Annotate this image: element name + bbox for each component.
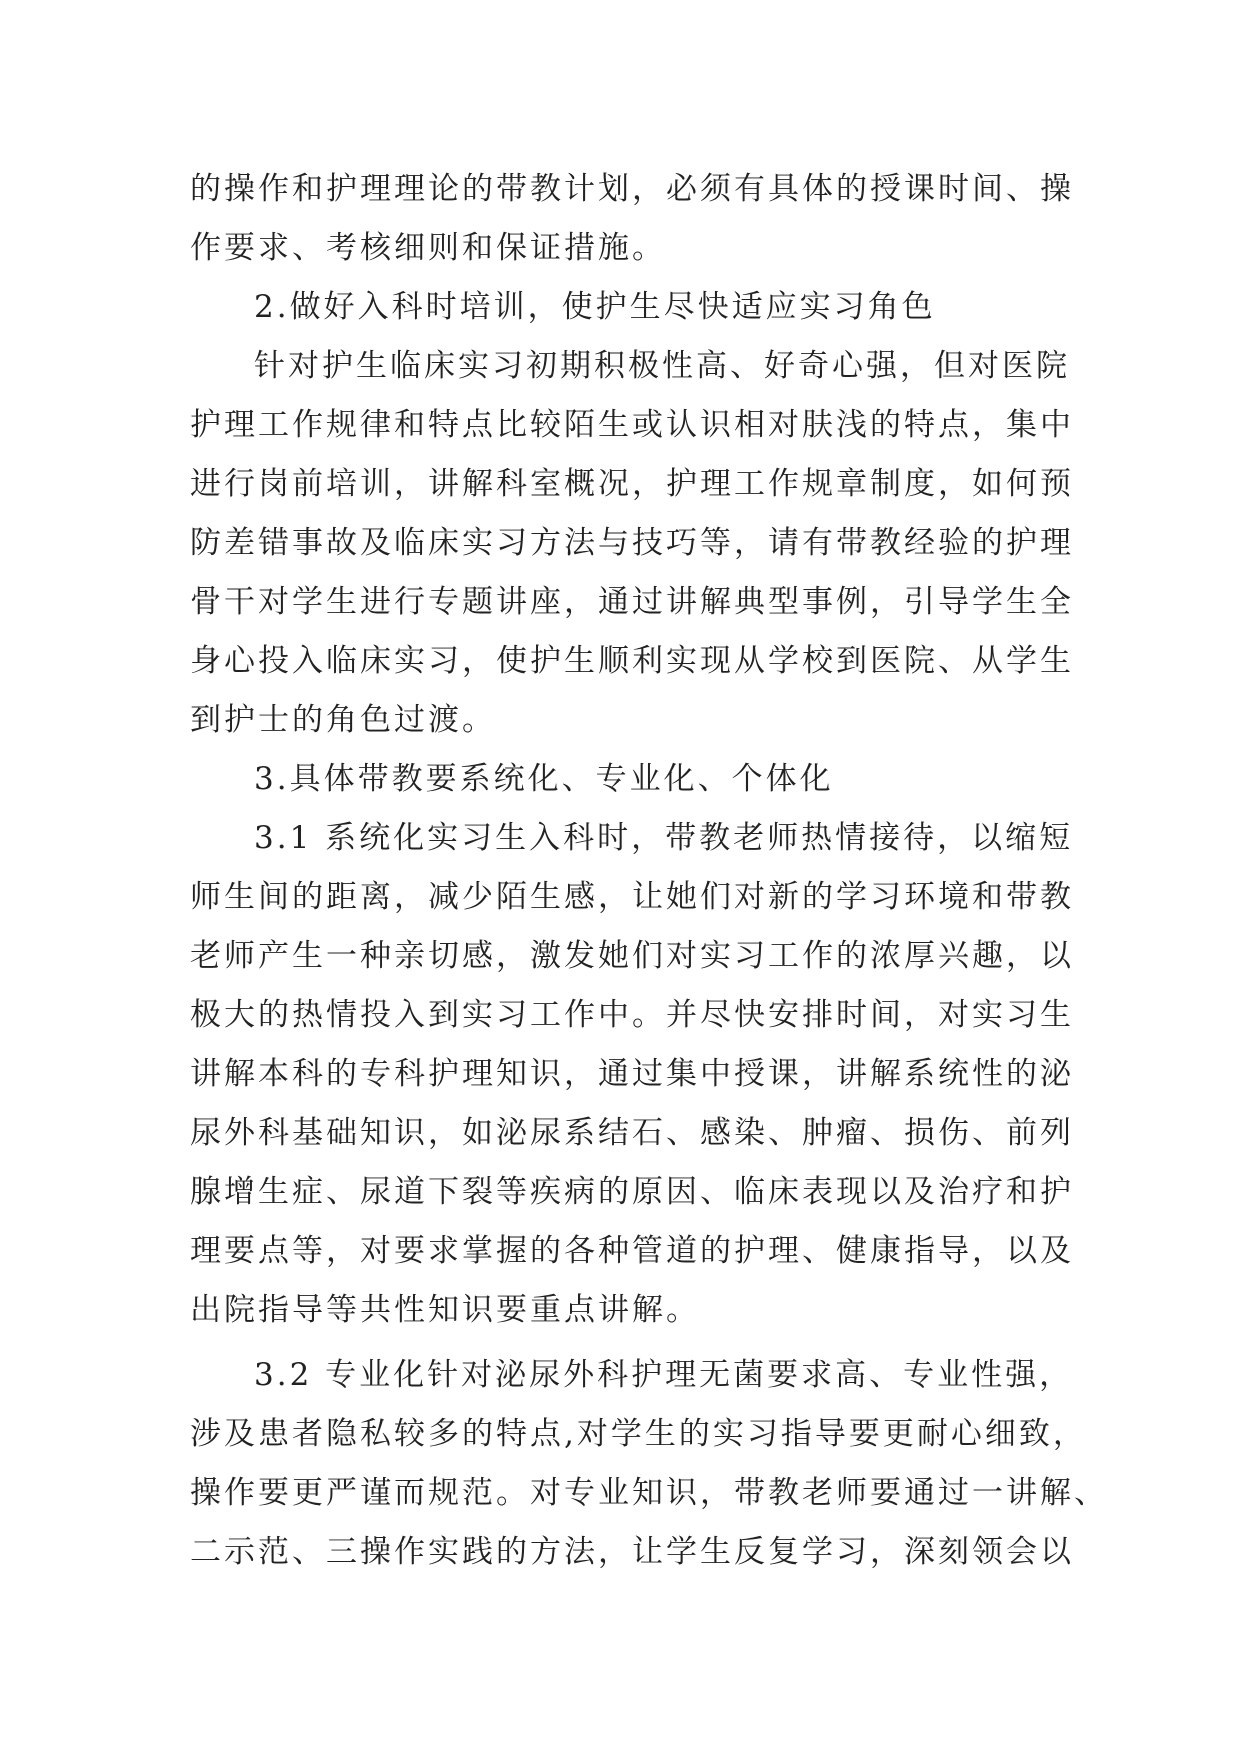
document-page	[190, 160, 1108, 1582]
text-line-5: 护理工作规律和特点比较陌生或认识相对肤浅的特点，集中	[190, 407, 1074, 443]
text-line-19: 理要点等，对要求掌握的各种管道的护理、健康指导，以及	[190, 1233, 1074, 1269]
text-line-9: 身心投入临床实习，使护生顺利实现从学校到医院、从学生	[190, 643, 1074, 679]
text-line-16: 讲解本科的专科护理知识，通过集中授课，讲解系统性的泌	[190, 1056, 1074, 1092]
text-line-22: 涉及患者隐私较多的特点,对学生的实习指导要更耐心细致，	[190, 1416, 1087, 1452]
text-line-1: 的操作和护理理论的带教计划，必须有具体的授课时间、操	[190, 171, 1074, 207]
text-line-13: 师生间的距离，减少陌生感，让她们对新的学习环境和带教	[190, 879, 1074, 915]
text-line-15: 极大的热情投入到实习工作中。并尽快安排时间，对实习生	[190, 997, 1074, 1033]
text-line-18: 腺增生症、尿道下裂等疾病的原因、临床表现以及治疗和护	[190, 1174, 1074, 1210]
text-line-6: 进行岗前培训，讲解科室概况，护理工作规章制度，如何预	[190, 466, 1074, 502]
text-line-14: 老师产生一种亲切感，激发她们对实习工作的浓厚兴趣，以	[190, 938, 1074, 974]
text-line-4: 针对护生临床实习初期积极性高、好奇心强，但对医院	[254, 348, 1070, 384]
section-heading-3: 3.具体带教要系统化、专业化、个体化	[254, 761, 834, 797]
text-line-23: 操作要更严谨而规范。对专业知识，带教老师要通过一讲解、	[190, 1475, 1108, 1511]
text-line-21: 3.2 专业化针对泌尿外科护理无菌要求高、专业性强，	[254, 1357, 1074, 1393]
text-line-20: 出院指导等共性知识要重点讲解。	[190, 1292, 700, 1328]
text-line-8: 骨干对学生进行专题讲座，通过讲解典型事例，引导学生全	[190, 584, 1074, 620]
text-line-2: 作要求、考核细则和保证措施。	[190, 230, 666, 266]
text-line-12: 3.1 系统化实习生入科时，带教老师热情接待，以缩短	[254, 820, 1074, 856]
text-line-10: 到护士的角色过渡。	[190, 702, 496, 738]
section-heading-2: 2.做好入科时培训，使护生尽快适应实习角色	[254, 289, 936, 325]
text-line-17: 尿外科基础知识，如泌尿系结石、感染、肿瘤、损伤、前列	[190, 1115, 1074, 1151]
text-line-24: 二示范、三操作实践的方法，让学生反复学习，深刻领会以	[190, 1534, 1074, 1570]
text-line-7: 防差错事故及临床实习方法与技巧等，请有带教经验的护理	[190, 525, 1074, 561]
